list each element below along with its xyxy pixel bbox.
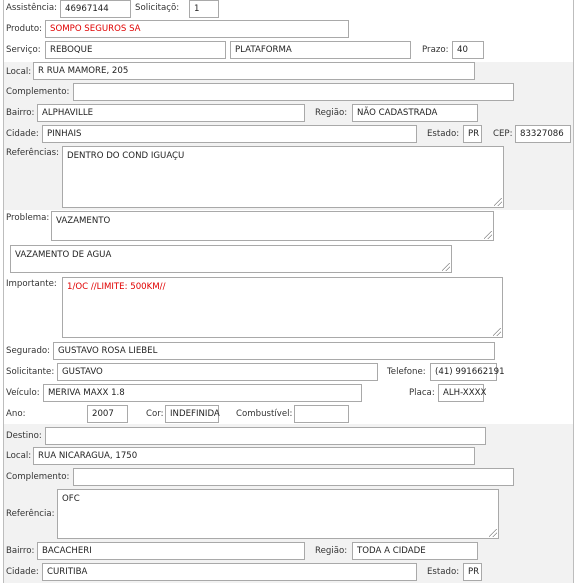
complemento-label: Complemento: — [6, 87, 70, 97]
solicitante-label: Solicitante: — [6, 367, 55, 377]
problema-text: VAZAMENTO — [56, 216, 111, 226]
regiao-field[interactable]: NÃO CADASTRADA — [352, 104, 478, 122]
destino-complemento-field[interactable] — [73, 468, 514, 486]
telefone-label: Telefone: — [387, 367, 426, 377]
placa-label: Placa: — [409, 388, 435, 398]
destino-bairro-field[interactable]: BACACHERI — [37, 542, 305, 560]
servico-type-field[interactable]: PLATAFORMA — [230, 41, 411, 59]
telefone-field[interactable]: (41) 991662191 — [430, 363, 497, 381]
destino-regiao-label: Região: — [315, 546, 348, 556]
ano-field[interactable]: 2007 — [87, 405, 128, 423]
ano-label: Ano: — [6, 409, 26, 419]
destino-estado-label: Estado: — [427, 567, 460, 577]
problema-textarea[interactable] — [51, 211, 494, 241]
complemento-field[interactable] — [73, 83, 514, 101]
assistencia-label: Assistência: — [6, 3, 58, 13]
problema-label: Problema: — [6, 213, 50, 223]
destino-referencia-label: Referência: — [6, 509, 55, 519]
problema-detail-textarea[interactable] — [10, 245, 452, 273]
referencias-label: Referências: — [6, 148, 60, 158]
cep-field[interactable]: 83327086 — [515, 125, 571, 143]
resize-grip-icon[interactable] — [493, 328, 501, 336]
estado-field[interactable]: PR — [463, 125, 482, 143]
cor-label: Cor: — [146, 409, 164, 419]
resize-grip-icon[interactable] — [442, 263, 450, 271]
destino-bairro-label: Bairro: — [6, 546, 35, 556]
bairro-label: Bairro: — [6, 108, 35, 118]
destino-referencia-text: OFC — [62, 494, 80, 504]
estado-label: Estado: — [427, 129, 460, 139]
servico-field[interactable]: REBOQUE — [45, 41, 226, 59]
veiculo-field[interactable]: MERIVA MAXX 1.8 — [43, 384, 362, 402]
destino-cidade-label: Cidade: — [6, 567, 39, 577]
destino-label: Destino: — [6, 431, 42, 441]
segurado-label: Segurado: — [6, 346, 51, 356]
assistencia-field[interactable]: 46967144 — [60, 0, 131, 18]
segurado-field[interactable]: GUSTAVO ROSA LIEBEL — [53, 342, 495, 360]
local-label: Local: — [6, 67, 32, 77]
cidade-label: Cidade: — [6, 129, 39, 139]
referencias-text: DENTRO DO COND IGUAÇU — [67, 151, 185, 161]
solicitacao-label: Solicitaçõ: — [135, 3, 180, 13]
cidade-field[interactable]: PINHAIS — [42, 125, 417, 143]
prazo-field[interactable]: 40 — [452, 41, 484, 59]
cor-field[interactable]: INDEFINIDA — [165, 405, 219, 423]
resize-grip-icon[interactable] — [484, 231, 492, 239]
problema-detail-text: VAZAMENTO DE AGUA — [15, 250, 112, 260]
destino-local-field[interactable]: RUA NICARAGUA, 1750 — [33, 447, 475, 465]
left-border — [3, 0, 4, 583]
destino-local-label: Local: — [6, 451, 32, 461]
veiculo-label: Veículo: — [6, 388, 40, 398]
combustivel-field[interactable] — [294, 405, 349, 423]
importante-textarea[interactable] — [62, 277, 503, 338]
prazo-label: Prazo: — [422, 45, 449, 55]
cep-label: CEP: — [493, 129, 513, 139]
right-border — [573, 0, 574, 583]
importante-label: Importante: — [6, 279, 57, 289]
solicitante-field[interactable]: GUSTAVO — [57, 363, 378, 381]
destino-estado-field[interactable]: PR — [463, 563, 482, 581]
produto-label: Produto: — [6, 24, 43, 34]
local-field[interactable]: R RUA MAMORE, 205 — [33, 62, 475, 80]
resize-grip-icon[interactable] — [489, 529, 497, 537]
bairro-field[interactable]: ALPHAVILLE — [37, 104, 305, 122]
resize-grip-icon[interactable] — [494, 198, 502, 206]
destino-field[interactable] — [45, 427, 486, 445]
servico-label: Serviço: — [6, 45, 41, 55]
destino-complemento-label: Complemento: — [6, 472, 70, 482]
destino-referencia-textarea[interactable] — [57, 489, 499, 539]
placa-field[interactable]: ALH-XXXX — [438, 384, 484, 402]
solicitacao-field[interactable]: 1 — [189, 0, 219, 18]
importante-text: 1/OC //LIMITE: 500KM// — [67, 282, 166, 292]
regiao-label: Região: — [315, 108, 348, 118]
destino-regiao-field[interactable]: TODA A CIDADE — [352, 542, 478, 560]
produto-field[interactable]: SOMPO SEGUROS SA — [45, 20, 349, 38]
destino-cidade-field[interactable]: CURITIBA — [42, 563, 417, 581]
combustivel-label: Combustível: — [236, 409, 293, 419]
referencias-textarea[interactable] — [62, 146, 504, 208]
